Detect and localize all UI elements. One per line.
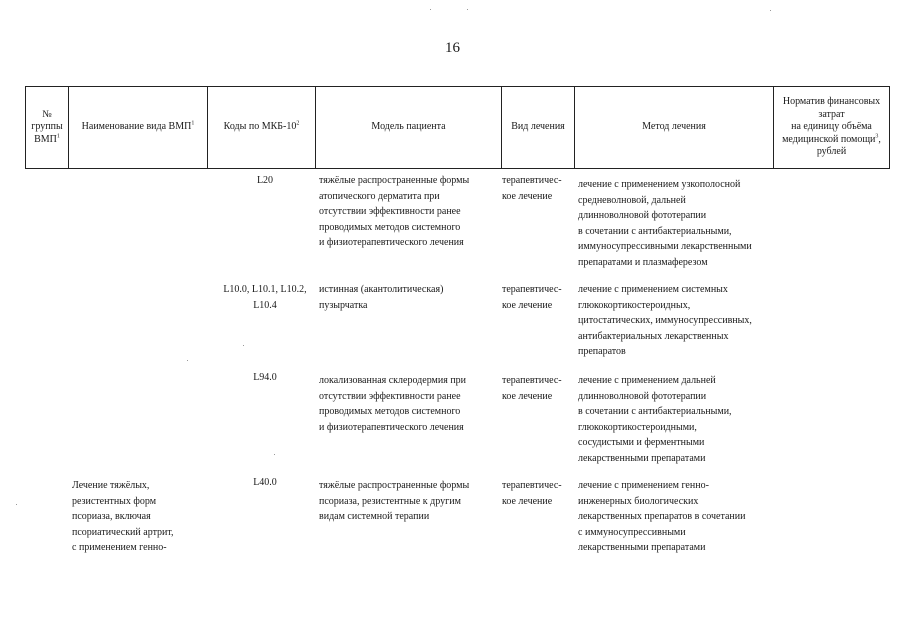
- scan-speck: [274, 454, 275, 455]
- row-2-code: L10.0, L10.1, L10.2, L10.4: [223, 284, 307, 311]
- row-3-type: терапевтичес- кое лечение: [502, 375, 562, 402]
- row-4-code: L40.0: [253, 477, 277, 488]
- row-4-model: тяжёлые распространенные формы псориаза, резистентные к другим видам системной терапии: [319, 480, 470, 522]
- scan-speck: [770, 10, 771, 11]
- scan-speck: [187, 360, 188, 361]
- table-header: [25, 86, 890, 169]
- row-1-method: лечение с применением узкополосной средневолновой, дальней длинноволновой фототерапии в сочетании с антибактериальными, иммуносупрессивными лекарственными препаратами и плазмаферезом: [578, 179, 752, 268]
- row-1-code: L20: [256, 175, 274, 186]
- header-mkb-codes: Коды по МКБ-$10^2$: [208, 87, 316, 169]
- header-vmp-name: Наименование вида ВМП$^1$: [69, 87, 208, 169]
- row-4-method: лечение с применением генно- инженерных биологических лекарственных препаратов в сочетании с иммуносупрессивными лекарственными препаратами: [578, 480, 746, 553]
- row-3-method: лечение с применением дальней длинноволновой фототерапии в сочетании с антибактериальными, глюкокортикостероидными, сосудистыми и ферментными лекарственными препаратами: [578, 375, 732, 464]
- row-3-model: локализованная склеродермия при отсутствии эффективности ранее проводимых методов системного и физиотерапевтического лечения: [319, 375, 467, 433]
- scan-speck: [467, 9, 468, 10]
- scan-speck: [16, 504, 17, 505]
- row-4-type: терапевтичес- кое лечение: [502, 480, 562, 507]
- row-2-type: терапевтичес- кое лечение: [502, 284, 562, 311]
- header-group-no: № группы ВМП$^1$: [26, 87, 69, 169]
- page-number: 16: [445, 40, 460, 56]
- scan-speck: [430, 9, 431, 10]
- scan-speck: [243, 345, 244, 346]
- header-treatment-type: Вид лечения: [502, 87, 575, 169]
- row-3-code: L94.0: [253, 372, 277, 383]
- row-2-model: истинная (акантолитическая) пузырчатка: [319, 284, 444, 311]
- row-2-method: лечение с применением системных глюкокортикостероидных, цитостатических, иммуносупрессивных, антибактериальных лекарственных препаратов: [578, 284, 752, 357]
- row-4-name: Лечение тяжёлых, резистентных форм псориаза, включая псориатический артрит, с применением генно-: [72, 480, 174, 553]
- header-patient-model: Модель пациента: [316, 87, 502, 169]
- row-1-type: терапевтичес- кое лечение: [502, 175, 562, 202]
- header-treatment-method: Метод лечения: [575, 87, 774, 169]
- row-1-model: тяжёлые распространенные формы атопического дерматита при отсутствии эффективности ранее проводимых методов системного и физиотерапевтического лечения: [319, 175, 470, 248]
- header-norm: Норматив финансовых затрат на единицу объёма медицинской помощи$^3$, рублей: [774, 87, 890, 169]
